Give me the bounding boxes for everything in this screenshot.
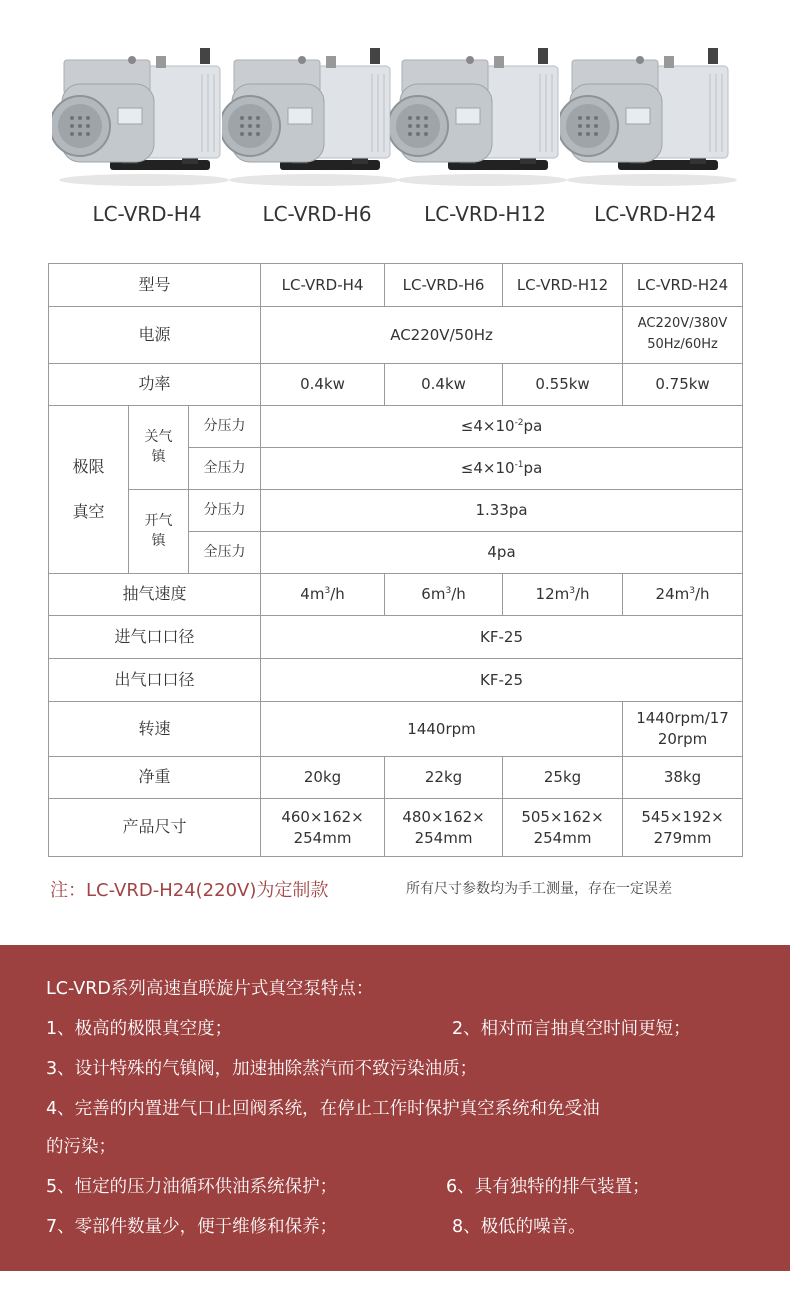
table-cell: LC-VRD-H6 [385,264,503,307]
table-row-inlet [49,616,743,659]
vacuum-pump-image [52,40,232,190]
table-cell: 38kg [623,757,743,799]
exponent: -1 [514,460,524,470]
exponent: 3 [445,586,452,596]
row-label: 转速 [49,702,261,757]
product-h4 [52,40,222,226]
table-cell: KF-25 [261,616,743,659]
total-pressure-label: 全压力 [189,448,261,490]
cell-line: 480×162× [402,807,485,826]
table-row-open-partial [49,490,743,532]
table-cell: 22kg [385,757,503,799]
table-cell [261,448,743,490]
row-label: 抽气速度 [49,574,261,616]
cell-line: 真空 [72,501,105,521]
features-title: LC-VRD系列高速直联旋片式真空泵特点： [46,979,374,999]
cell-text: ≤4×10 [460,459,515,477]
cell-line: 20rpm [657,730,708,748]
vacuum-pump-image [222,40,402,190]
cell-line: 545×192× [641,807,724,826]
product-model-label: LC-VRD-H6 [262,202,372,226]
feature-item-6: 6、具有独特的排气装置； [446,1177,650,1197]
table-row-model [49,264,743,307]
table-cell [503,574,623,616]
cell-line: AC220V/380V [637,316,728,332]
table-cell: 0.4kw [385,364,503,406]
table-cell [623,574,743,616]
table-cell [385,574,503,616]
table-cell: 0.55kw [503,364,623,406]
custom-model-note: 注：LC-VRD-H24(220V)为定制款 [50,880,329,901]
row-label: 功率 [49,364,261,406]
table-row-power [49,364,743,406]
cell-text: 4m [300,585,325,603]
total-pressure-label: 全压力 [189,532,261,574]
cell-line: 关气 [144,428,173,445]
feature-item-5: 5、恒定的压力油循环供油系统保护； [46,1177,338,1197]
cell-text: 24m [655,585,690,603]
cell-line: 镇 [151,532,166,549]
table-row-power-supply [49,307,743,364]
table-cell [503,799,623,857]
table-cell [261,406,743,448]
product-model-label: LC-VRD-H12 [424,202,546,226]
product-model-label: LC-VRD-H24 [594,202,716,226]
table-row-size [49,799,743,857]
cell-text: 6m [421,585,446,603]
table-cell: 0.4kw [261,364,385,406]
cell-line: 254mm [414,828,473,847]
product-model-label: LC-VRD-H4 [92,202,202,226]
cell-unit: pa [523,417,543,435]
spec-table [48,263,743,857]
vacuum-pump-image [390,40,570,190]
row-label: 出气口口径 [49,659,261,702]
table-cell: LC-VRD-H4 [261,264,385,307]
exponent: 3 [689,586,695,596]
table-cell: 20kg [261,757,385,799]
table-cell [385,799,503,857]
table-row-pumping-speed [49,574,743,616]
table-cell [623,307,743,364]
cell-line: 50Hz/60Hz [647,337,718,352]
exponent: 3 [569,586,575,596]
cell-line: 镇 [151,448,166,465]
row-label: 净重 [49,757,261,799]
table-cell: 1.33pa [261,490,743,532]
cell-unit: /h [451,585,466,603]
cell-line: 279mm [653,828,712,847]
feature-item-1: 1、极高的极限真空度； [46,1019,233,1039]
product-h12 [390,40,560,226]
ultimate-vacuum-label [49,406,129,574]
vacuum-pump-image [560,40,740,190]
gas-ballast-closed-label [129,406,189,490]
table-row-closed-partial [49,406,743,448]
feature-item-4-cont: 的污染； [46,1137,116,1157]
table-cell: LC-VRD-H24 [623,264,743,307]
exponent: 3 [324,586,331,596]
cell-unit: pa [523,459,543,477]
product-h24 [560,40,730,226]
table-cell [261,799,385,857]
table-cell: 4pa [261,532,743,574]
product-h6 [222,40,392,226]
measurement-note: 所有尺寸参数均为手工测量，存在一定误差 [406,881,672,897]
feature-item-8: 8、极低的噪音。 [452,1217,586,1237]
table-cell: KF-25 [261,659,743,702]
row-label: 进气口口径 [49,616,261,659]
cell-unit: /h [694,585,710,603]
table-cell [623,702,743,757]
features-panel [0,945,790,1271]
table-cell: 1440rpm [261,702,623,757]
gas-ballast-open-label [129,490,189,574]
exponent: -2 [514,418,524,428]
table-cell: LC-VRD-H12 [503,264,623,307]
cell-line: 254mm [293,828,352,847]
feature-item-7: 7、零部件数量少，便于维修和保养； [46,1217,338,1237]
cell-line: 505×162× [521,807,604,826]
feature-item-3: 3、设计特殊的气镇阀，加速抽除蒸汽而不致污染油质； [46,1059,478,1079]
cell-unit: /h [330,585,345,603]
cell-unit: /h [574,585,590,603]
cell-line: 254mm [533,828,592,847]
cell-line: 开气 [144,512,173,529]
cell-text: ≤4×10 [460,417,515,435]
cell-line: 极限 [72,457,105,477]
product-strip [0,0,790,250]
table-row-outlet [49,659,743,702]
partial-pressure-label: 分压力 [189,406,261,448]
row-label: 电源 [49,307,261,364]
table-cell: 25kg [503,757,623,799]
table-cell: AC220V/50Hz [261,307,623,364]
cell-line: 1440rpm/17 [636,709,729,727]
table-cell [623,799,743,857]
cell-line: 460×162× [281,807,364,826]
table-row-rpm [49,702,743,757]
table-cell: 0.75kw [623,364,743,406]
partial-pressure-label: 分压力 [189,490,261,532]
feature-item-4: 4、完善的内置进气口止回阀系统，在停止工作时保护真空系统和免受油 [46,1099,600,1119]
row-label: 产品尺寸 [49,799,261,857]
table-row-weight [49,757,743,799]
feature-item-2: 2、相对而言抽真空时间更短； [452,1019,691,1039]
cell-text: 12m [535,585,570,603]
row-label: 型号 [49,264,261,307]
table-cell [261,574,385,616]
